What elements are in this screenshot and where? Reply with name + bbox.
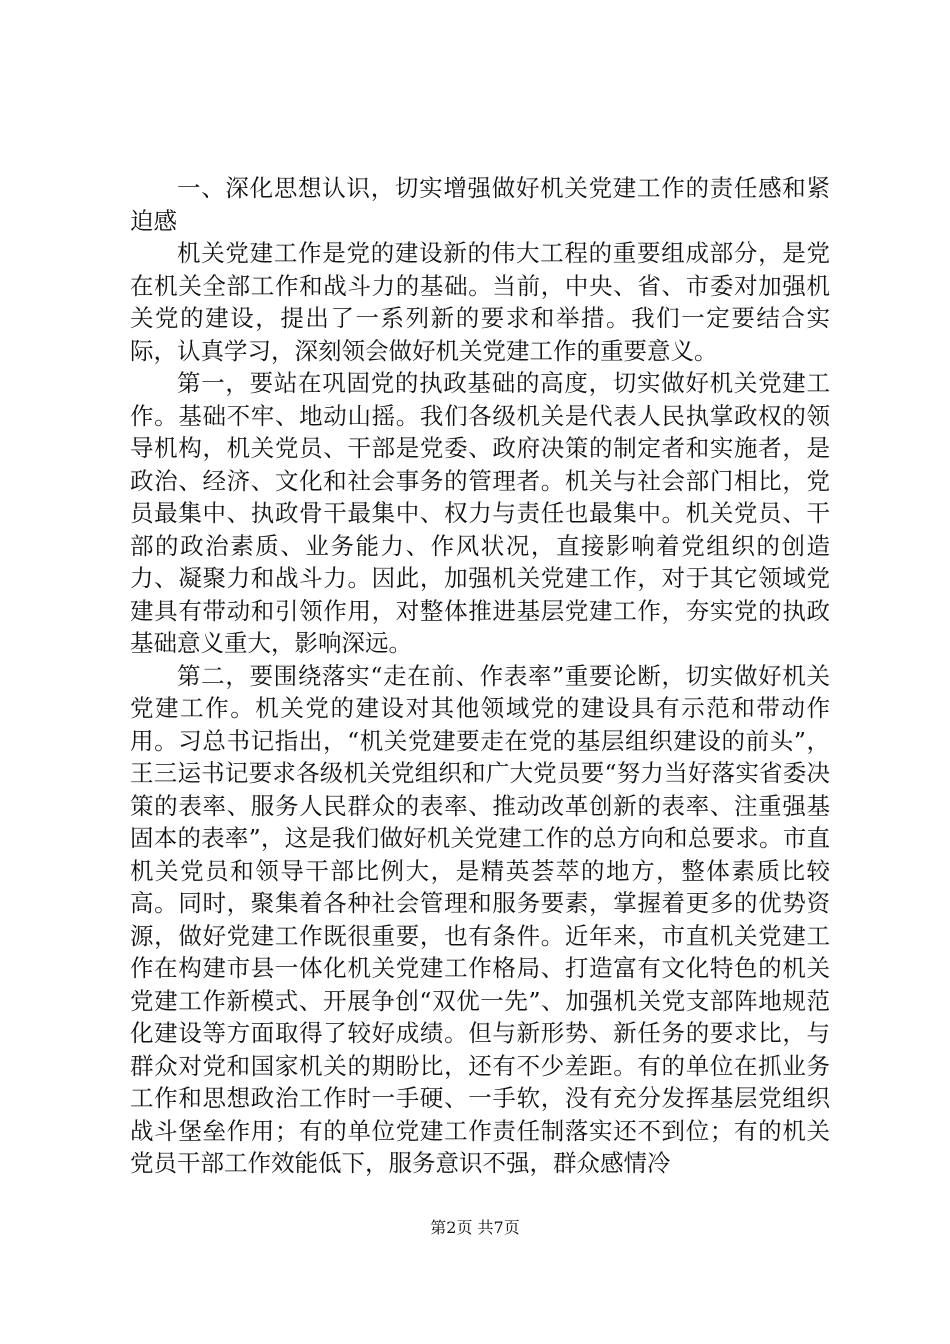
page-number: 第2页 共7页 [430, 1218, 520, 1237]
document-body [130, 172, 830, 1180]
paragraph-first-point: 第一，要站在巩固党的执政基础的高度，切实做好机关党建工作。基础不牢、地动山摇。我们各级机关是代表人民执掌政权的领导机构，机关党员、干部是党委、政府决策的制定者和实施者，是政治、经济、文化和社会事务的管理者。机关与社会部门相比，党员最集中、执政骨干最集中、权力与责任也最集中。机关党员、干部的政治素质、业务能力、作风状况，直接影响着党组织的创造力、凝聚力和战斗力。因此，加强机关党建工作，对于其它领域党建具有带动和引领作用，对整体推进基层党建工作，夯实党的执政基础意义重大，影响深远。 [130, 369, 830, 657]
paragraph-intro: 机关党建工作是党的建设新的伟大工程的重要组成部分，是党在机关全部工作和战斗力的基础。当前，中央、省、市委对加强机关党的建设，提出了一系列新的要求和举措。我们一定要结合实际，认真学习，深刻领会做好机关党建工作的重要意义。 [130, 239, 830, 365]
section-heading: 一、深化思想认识，切实增强做好机关党建工作的责任感和紧迫感 [130, 174, 830, 235]
paragraph-second-point: 第二，要围绕落实“走在前、作表率”重要论断，切实做好机关党建工作。机关党的建设对其他领域党的建设具有示范和带动作用。习总书记指出，“机关党建要走在党的基层组织建设的前头”，王三运书记要求各级机关党组织和广大党员要“努力当好落实省委决策的表率、服务人民群众的表率、推动改革创新的表率、注重强基固本的表率”，这是我们做好机关党建工作的总方向和总要求。市直机关党员和领导干部比例大，是精英荟萃的地方，整体素质比较高。同时，聚集着各种社会管理和服务要素，掌握着更多的优势资源，做好党建工作既很重要，也有条件。近年来，市直机关党建工作在构建市县一体化机关党建工作格局、打造富有文化特色的机关党建工作新模式、开展争创“双优一先”、加强机关党支部阵地规范化建设等方面取得了较好成绩。但与新形势、新任务的要求比，与群众对党和国家机关的期盼比，还有不少差距。有的单位在抓业务工作和思想政治工作时一手硬、一手软，没有充分发挥基层党组织战斗堡垒作用；有的单位党建工作责任制落实还不到位；有的机关党员干部工作效能低下，服务意识不强，群众感情冷 [130, 661, 830, 1177]
